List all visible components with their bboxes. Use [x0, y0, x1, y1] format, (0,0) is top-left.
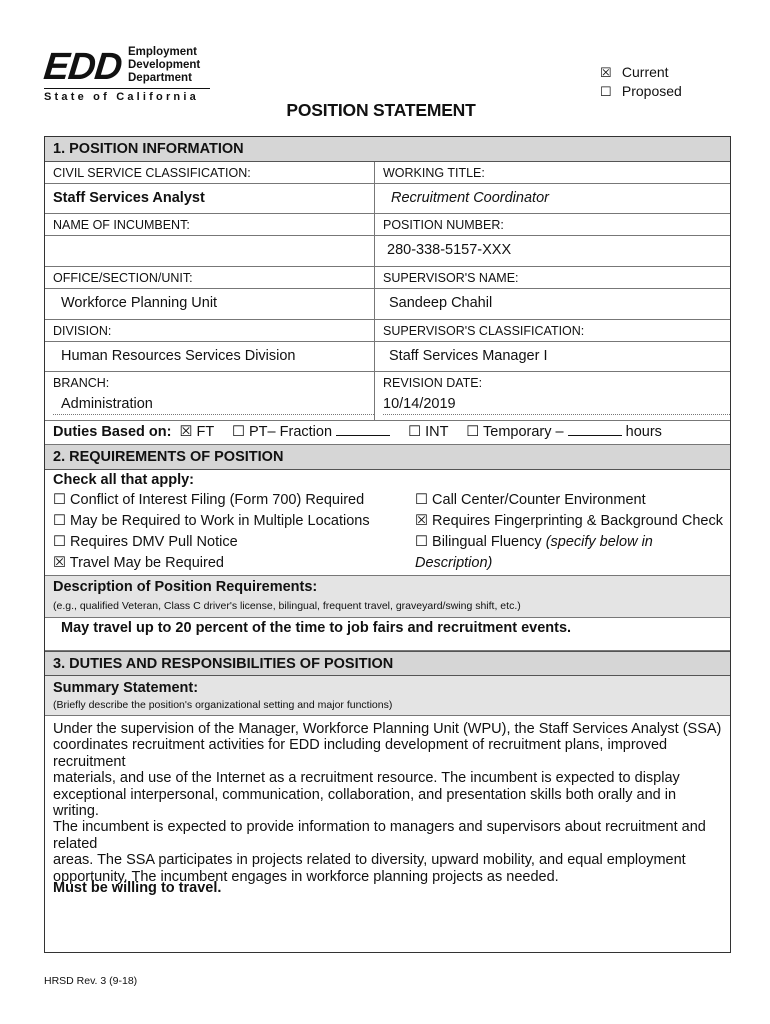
row-duties-based — [45, 421, 730, 445]
revision-cell — [374, 372, 730, 420]
status-current[interactable] — [600, 63, 682, 82]
page-title-text: POSITION STATEMENT — [286, 100, 476, 120]
revision-label: REVISION DATE: — [383, 376, 483, 390]
logo-line-2: Development — [128, 59, 201, 71]
row-labels-1 — [45, 162, 730, 184]
civil-label: CIVIL SERVICE CLASSIFICATION: — [53, 166, 251, 180]
summary-line: Under the supervision of the Manager, Workforce Planning Unit (WPU), the Staff Services Analyst (SSA) — [53, 721, 722, 737]
edd-logo-department — [128, 46, 200, 85]
row-values-4 — [45, 342, 730, 372]
temporary-checkbox[interactable]: ☐ Temporary – — [466, 424, 564, 440]
travel-note: Must be willing to travel. — [53, 880, 222, 896]
civil-value[interactable]: Staff Services Analyst — [53, 190, 205, 206]
duties-based-line — [53, 424, 662, 440]
description-value-row — [45, 618, 730, 651]
row-labels-2 — [45, 214, 730, 236]
edd-logo-mark: EDD — [41, 46, 124, 88]
hours-label: hours — [625, 424, 662, 440]
revision-value[interactable]: 10/14/2019 — [383, 394, 730, 415]
page-title — [0, 100, 770, 121]
working-title-label: WORKING TITLE: — [374, 162, 730, 183]
row-labels-4 — [45, 320, 730, 342]
summary-statement[interactable] — [53, 721, 725, 885]
logo-state: State of California — [44, 91, 199, 103]
summary-hint: (Briefly describe the position's organizational setting and major functions) — [53, 699, 393, 711]
current-checkbox[interactable]: ☒ — [600, 65, 612, 80]
summary-line: The incumbent is expected to provide information to managers and supervisors about recruitment and related — [53, 819, 706, 852]
row-values-1 — [45, 184, 730, 214]
section-3-heading: 3. DUTIES AND RESPONSIBILITIES OF POSITION — [45, 651, 730, 676]
req-bilingual[interactable] — [415, 532, 730, 574]
row-branch — [45, 372, 730, 421]
branch-label: BRANCH: — [53, 376, 110, 390]
working-title-value[interactable]: Recruitment Coordinator — [374, 184, 730, 213]
int-checkbox[interactable]: ☐ INT — [408, 424, 449, 440]
fraction-blank[interactable] — [336, 424, 390, 436]
section-2-heading: 2. REQUIREMENTS OF POSITION — [45, 445, 730, 470]
requirements-checklist — [45, 470, 730, 576]
row-values-2 — [45, 236, 730, 267]
position-number-value[interactable]: 280-338-5157-XXX — [374, 236, 730, 266]
req-dmv-pull-notice[interactable]: ☐ Requires DMV Pull Notice — [53, 534, 238, 550]
row-values-3 — [45, 289, 730, 320]
supervisor-class-label: SUPERVISOR'S CLASSIFICATION: — [374, 320, 730, 341]
summary-line: opportunity. The incumbent engages in workforce planning projects as needed. — [53, 868, 559, 885]
duties-based-label: Duties Based on: — [53, 424, 172, 440]
form-revision: HRSD Rev. 3 (9-18) — [44, 975, 138, 987]
description-heading-row — [45, 576, 730, 618]
status-checkboxes — [600, 63, 682, 101]
position-number-label: POSITION NUMBER: — [374, 214, 730, 235]
proposed-checkbox[interactable]: ☐ — [600, 84, 612, 99]
req-travel[interactable]: ☒ Travel May be Required — [53, 555, 224, 571]
req-conflict-of-interest[interactable]: ☐ Conflict of Interest Filing (Form 700) Required — [53, 492, 365, 508]
logo-line-3: Department — [128, 72, 192, 84]
summary-line: coordinates recruitment activities for EDD including development of recruitment plans, improved recruitment — [53, 737, 668, 770]
check-all-label: Check all that apply: — [53, 472, 195, 488]
office-value[interactable]: Workforce Planning Unit — [61, 295, 218, 311]
status-proposed[interactable] — [600, 82, 682, 101]
division-label: DIVISION: — [53, 324, 112, 338]
summary-heading-row — [45, 676, 730, 716]
req-call-center[interactable]: ☐ Call Center/Counter Environment — [415, 492, 646, 508]
hours-blank[interactable] — [568, 424, 622, 436]
proposed-label: Proposed — [621, 83, 682, 99]
edd-logo — [41, 44, 214, 104]
supervisor-name-label: SUPERVISOR'S NAME: — [374, 267, 730, 288]
office-label: OFFICE/SECTION/UNIT: — [53, 271, 193, 285]
requirements-left-list — [53, 490, 370, 574]
incumbent-value[interactable] — [45, 236, 374, 266]
req-bilingual-note: (specify below in Description) — [415, 534, 653, 571]
req-bilingual-label: ☐ Bilingual Fluency — [415, 534, 542, 550]
summary-line: materials, and use of the Internet as a recruitment resource. The incumbent is expected to display — [53, 770, 680, 787]
incumbent-label: NAME OF INCUMBENT: — [53, 218, 190, 232]
branch-cell — [45, 372, 374, 420]
req-fingerprinting[interactable]: ☒ Requires Fingerprinting & Background Check — [415, 513, 723, 529]
supervisor-class-value[interactable]: Staff Services Manager I — [374, 342, 730, 371]
description-value[interactable]: May travel up to 20 percent of the time to job fairs and recruitment events. — [61, 620, 572, 636]
row-labels-3 — [45, 267, 730, 289]
logo-line-1: Employment — [128, 46, 198, 58]
pt-checkbox[interactable]: ☐ PT– Fraction — [231, 424, 333, 440]
section-1-heading: 1. POSITION INFORMATION — [45, 137, 730, 162]
logo-rule — [44, 88, 210, 89]
branch-value[interactable]: Administration — [53, 394, 374, 415]
summary-line: exceptional interpersonal, communication, collaboration, and presentation skills both orally and in writing. — [53, 786, 677, 820]
ft-checkbox[interactable]: ☒ FT — [179, 424, 214, 440]
position-form — [44, 136, 731, 953]
supervisor-name-value[interactable]: Sandeep Chahil — [374, 289, 730, 319]
current-label: Current — [621, 64, 669, 80]
description-heading: Description of Position Requirements: — [53, 579, 318, 595]
req-multiple-locations[interactable]: ☐ May be Required to Work in Multiple Locations — [53, 513, 370, 529]
summary-heading: Summary Statement: — [53, 680, 199, 696]
description-hint: (e.g., qualified Veteran, Class C driver's license, bilingual, frequent travel, graveyard/swing shift, etc.) — [53, 600, 521, 612]
division-value[interactable]: Human Resources Services Division — [61, 348, 296, 364]
summary-line: areas. The SSA participates in projects related to diversity, upward mobility, and equal employment — [53, 852, 686, 869]
